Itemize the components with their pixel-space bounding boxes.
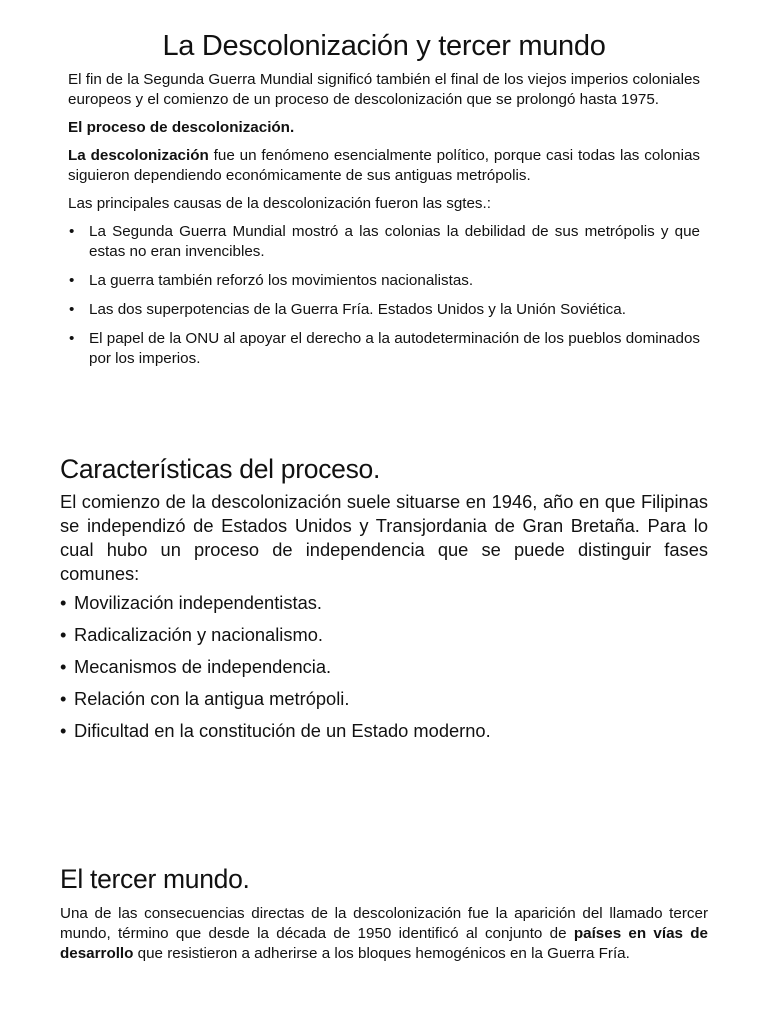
list-item: • La Segunda Guerra Mundial mostró a las colonias la debilidad de sus metrópolis y que estas no eran invencibles. <box>68 222 700 262</box>
highlight-term: países en vías de desarrollo <box>60 925 709 962</box>
list-item: • Las dos superpotencias de la Guerra Fría. Estados Unidos y la Unión Soviética. <box>68 300 700 320</box>
definition-paragraph <box>68 146 700 186</box>
list-item: • Radicalización y nacionalismo. <box>60 623 708 647</box>
slide-descolonizacion <box>0 0 768 420</box>
causes-intro: Las principales causas de la descolonización fueron las sgtes.: <box>68 195 491 212</box>
phases-list <box>60 591 708 743</box>
list-item: • Movilización independentistas. <box>60 591 708 615</box>
definition-term: La descolonización <box>68 147 209 164</box>
slide-title: Características del proceso. <box>60 454 381 484</box>
subheading: El proceso de descolonización. <box>68 119 295 136</box>
list-item: • Dificultad en la constitución de un Estado moderno. <box>60 719 708 743</box>
slide-title: La Descolonización y tercer mundo <box>162 30 606 62</box>
slide-title: El tercer mundo. <box>60 864 250 894</box>
process-paragraph: El comienzo de la descolonización suele situarse en 1946, año en que Filipinas se independizó de Estados Unidos y Transjordania de Gran Bretaña. Para lo cual hubo un proceso de independencia que se puede distinguir fases comunes: <box>60 491 708 584</box>
slide-body <box>0 896 768 964</box>
slide-body <box>0 486 768 743</box>
slide-tercer-mundo <box>0 862 768 1024</box>
list-item: • El papel de la ONU al apoyar el derecho a la autodeterminación de los pueblos dominados por los imperios. <box>68 329 700 369</box>
causes-list <box>68 222 700 369</box>
list-item: • La guerra también reforzó los movimientos nacionalistas. <box>68 271 700 291</box>
intro-paragraph: El fin de la Segunda Guerra Mundial significó también el final de los viejos imperios coloniales europeos y el comienzo de un proceso de descolonización que se prolongó hasta 1975. <box>68 71 700 108</box>
list-item: • Relación con la antigua metrópoli. <box>60 687 708 711</box>
definition-text: fue un fenómeno esencialmente político, porque casi todas las colonias siguieron dependiendo económicamente de sus antiguas metrópolis. <box>68 147 700 184</box>
tercer-mundo-paragraph: Una de las consecuencias directas de la descolonización fue la aparición del llamado tercer mundo, término que desde la década de 1950 identificó al conjunto de países en vías de desarrollo que resistieron a adherirse a los bloques hemogénicos en la Guerra Fría. <box>60 905 709 962</box>
list-item: • Mecanismos de independencia. <box>60 655 708 679</box>
slide-caracteristicas <box>0 452 768 852</box>
slide-body <box>0 64 768 369</box>
